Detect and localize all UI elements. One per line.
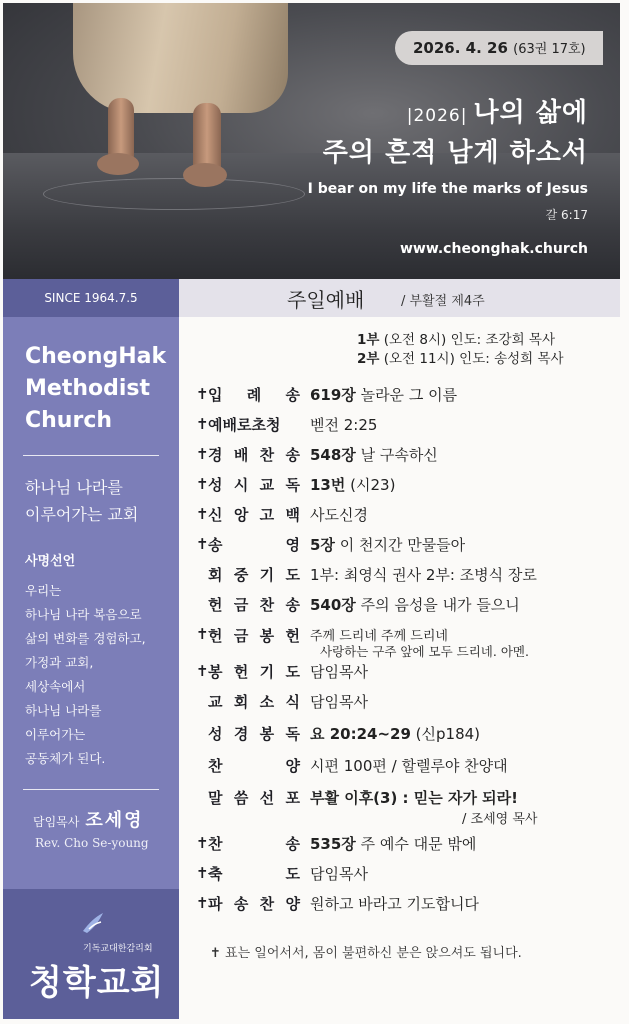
worship-item-label: 성 경 봉 독 (208, 724, 300, 743)
worship-item (196, 593, 520, 615)
service-title: 주일예배 (287, 288, 365, 312)
worship-item-value (310, 504, 368, 525)
worship-item-label: 성 시 교 독 (208, 475, 300, 494)
foot-right (183, 163, 227, 187)
leader-first-service (357, 328, 555, 348)
mission-line: 이루어가는 (25, 727, 86, 742)
church-name-en (25, 341, 179, 437)
logo-text: 청학교회 (29, 963, 165, 1003)
standing-cross-icon: ✝ (196, 864, 209, 882)
leader-text: (오전 8시) 인도: 조강희 목사 (383, 332, 555, 348)
worship-item (196, 443, 438, 465)
foot-left (97, 153, 139, 175)
worship-item-bold: 5장 (310, 535, 335, 554)
worship-item (196, 383, 457, 405)
standing-cross-icon: ✝ (196, 475, 209, 493)
worship-item (196, 690, 368, 712)
service-subtitle: / 부활절 제4주 (401, 294, 485, 309)
worship-item-value (310, 691, 368, 712)
theme-line1-text: 나의 삶에 (473, 98, 588, 128)
church-name-line: CheongHak (25, 344, 167, 369)
motto-line: 이루어가는 교회 (25, 505, 139, 524)
mission-line: 하나님 나라 복음으로 (25, 607, 142, 622)
worship-item-value (310, 833, 476, 854)
worship-item-value (310, 564, 537, 585)
worship-item (196, 563, 537, 585)
worship-item-subline: / 조세영 목사 (462, 812, 538, 827)
worship-item-label: 교 회 소 식 (208, 692, 300, 711)
theme-reference: 갈 6:17 (545, 208, 588, 222)
worship-item-label: 말 씀 선 포 (208, 788, 300, 807)
mission-line: 하나님 나라를 (25, 703, 102, 718)
worship-item (196, 754, 508, 776)
issue-date-badge (395, 31, 603, 65)
church-name-line: Methodist (25, 376, 151, 401)
worship-item (196, 533, 465, 555)
worship-item-value (310, 893, 479, 914)
mission-line: 삶의 변화를 경험하고, (25, 631, 146, 646)
theme-english: I bear on my life the marks of Jesus (307, 181, 588, 197)
church-logo (3, 889, 179, 1019)
website-link[interactable]: www.cheonghak.church (399, 241, 588, 257)
worship-item-text: 담임목사 (310, 864, 368, 883)
robe (73, 3, 288, 113)
worship-item-text: 이 천지간 만물들아 (334, 535, 466, 554)
standing-cross-icon: ✝ (196, 662, 209, 680)
worship-item-label: 파 송 찬 양 (208, 894, 300, 913)
worship-item-text: 담임목사 (310, 692, 368, 711)
worship-item-bold: 548장 (310, 445, 356, 464)
worship-item-label: 회 중 기 도 (208, 565, 300, 584)
worship-item-text: 놀라운 그 이름 (355, 385, 458, 404)
theme-year: |2026| (406, 106, 468, 126)
worship-item-label: 헌 금 봉 헌 (208, 627, 300, 645)
worship-item-label: 입 례 송 (208, 385, 300, 404)
mission-line: 우리는 (25, 583, 62, 598)
mission-line: 공동체가 된다. (25, 751, 106, 766)
standing-cross-icon: ✝ (196, 415, 209, 433)
worship-item-text: (시23) (345, 475, 396, 494)
standing-cross-icon: ✝ (196, 385, 209, 403)
service-header (179, 279, 620, 317)
worship-item-text: 주 예수 대문 밖에 (355, 834, 477, 853)
worship-item-value (310, 414, 377, 435)
worship-item-text: (신p184) (410, 724, 481, 743)
mission-line: 세상속에서 (25, 679, 86, 694)
motto-line: 하나님 나라를 (25, 478, 123, 497)
worship-item-value (310, 594, 520, 615)
worship-item-value (310, 384, 457, 405)
worship-item-bold: 540장 (310, 595, 356, 614)
standing-cross-icon: ✝ (196, 625, 209, 643)
mission-text (25, 579, 179, 771)
worship-item-value (310, 755, 508, 776)
theme-line1 (407, 92, 588, 129)
standing-cross-icon: ✝ (196, 834, 209, 852)
worship-item-text: 주의 음성을 내가 들으니 (355, 595, 520, 614)
leader-part: 2부 (357, 351, 380, 367)
worship-item-bold: 요 20:24~29 (310, 724, 411, 743)
standing-cross-icon: ✝ (196, 535, 209, 553)
worship-item (196, 660, 368, 682)
standing-cross-icon: ✝ (196, 445, 209, 463)
worship-item-value (310, 863, 368, 884)
mission-title: 사명선언 (25, 554, 76, 569)
worship-item-bold: 619장 (310, 385, 356, 404)
leader-second-service (357, 347, 564, 367)
worship-item-label: 찬 양 (208, 756, 300, 775)
mission-line: 가정과 교회, (25, 655, 94, 670)
divider (23, 455, 159, 456)
church-name-line: Church (25, 408, 113, 433)
sidebar (3, 279, 179, 1019)
since-banner: SINCE 1964.7.5 (3, 279, 179, 317)
dove-icon (79, 909, 107, 937)
floor-reflection (3, 153, 620, 279)
worship-item-text: 담임목사 (310, 662, 368, 681)
worship-item-bold: 부활 이후(3) : 믿는 자가 되라! (310, 788, 518, 807)
worship-item-bold: 535장 (310, 834, 356, 853)
worship-item-label: 축 도 (208, 864, 300, 883)
worship-item (196, 786, 518, 808)
leader-part: 1부 (357, 332, 380, 348)
worship-item-text: 1부: 최영식 권사 2부: 조병식 장로 (310, 565, 537, 584)
worship-item-value (310, 474, 395, 495)
worship-item-label: 경 배 찬 송 (208, 445, 300, 464)
worship-item-value (310, 534, 465, 555)
issue-volume: (63권 17호) (513, 42, 586, 57)
worship-item-value (310, 661, 368, 682)
standing-note: ✝ 표는 일어서서, 몸이 불편하신 분은 앉으셔도 됩니다. (210, 946, 522, 961)
divider (23, 789, 159, 790)
worship-item-label: 송 영 (208, 535, 300, 554)
worship-item-bold: 13번 (310, 475, 346, 494)
worship-item-value (310, 723, 480, 744)
worship-item-label: 예배로초청 (208, 415, 281, 434)
worship-item-subline: 사랑하는 구주 앞에 모두 드리네. 아멘. (320, 644, 529, 659)
pastor (33, 806, 179, 832)
church-motto (25, 474, 179, 528)
leader-text: (오전 11시) 인도: 송성희 목사 (383, 351, 564, 367)
worship-item-value (310, 787, 518, 808)
worship-item-label: 헌 금 찬 송 (208, 595, 300, 614)
worship-item (196, 722, 480, 744)
worship-item-text: 주께 드리네 주께 드리네 (310, 629, 448, 644)
water-ripple (43, 178, 305, 210)
worship-item-text: 벧전 2:25 (310, 415, 378, 434)
worship-item (196, 892, 479, 914)
worship-item-text: 원하고 바라고 기도합니다 (310, 894, 479, 913)
worship-item-label: 봉 헌 기 도 (208, 662, 300, 681)
worship-item-text: 날 구속하신 (355, 445, 438, 464)
denomination: 기독교대한감리회 (83, 944, 153, 954)
worship-item (196, 862, 368, 884)
issue-date: 2026. 4. 26 (413, 39, 508, 57)
pastor-name-en: Rev. Cho Se-young (35, 836, 149, 850)
theme-line2: 주의 흔적 남게 하소서 (322, 138, 588, 168)
standing-cross-icon: ✝ (196, 505, 209, 523)
worship-item-label: 찬 송 (208, 834, 300, 853)
worship-item (196, 473, 395, 495)
worship-item-value (310, 444, 438, 465)
worship-item (196, 503, 368, 525)
cover-photo (3, 3, 620, 279)
pastor-name: 조세영 (85, 810, 144, 831)
worship-item (196, 413, 377, 435)
worship-item-label: 신 앙 고 백 (208, 505, 300, 524)
worship-item-text: 사도신경 (310, 505, 368, 524)
standing-cross-icon: ✝ (196, 894, 209, 912)
worship-item (196, 832, 476, 854)
worship-item-text: 시편 100편 / 할렐루야 찬양대 (310, 756, 508, 775)
pastor-title: 담임목사 (33, 815, 80, 829)
